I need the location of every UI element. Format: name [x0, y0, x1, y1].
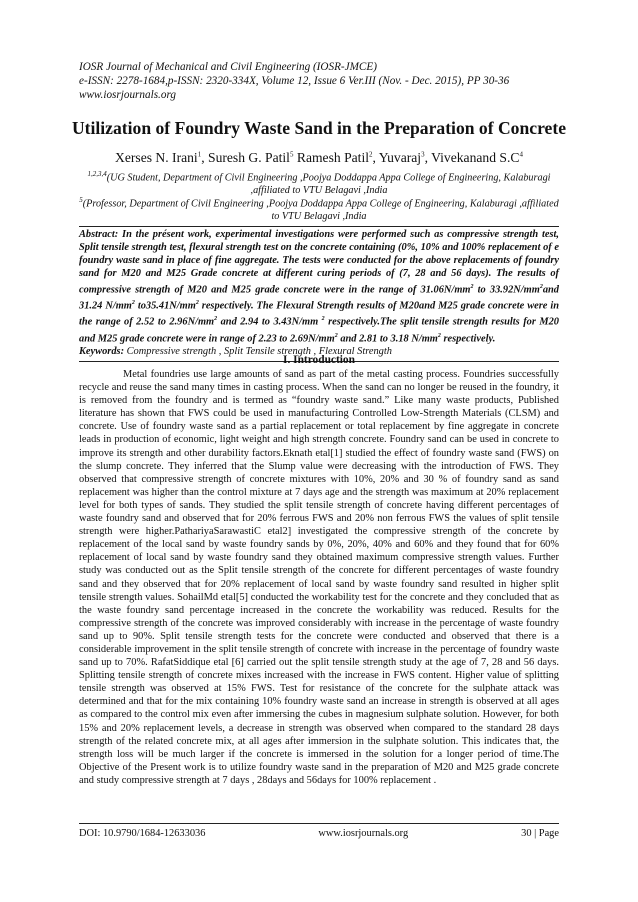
abstract-text: and 31.24 N/mm [79, 284, 559, 312]
superscript: 2 [539, 283, 543, 290]
abstract-text: respectively. [440, 333, 496, 345]
affiliation-professor [79, 194, 559, 224]
superscript: 2 [334, 332, 338, 339]
page-footer [79, 823, 559, 839]
abstract-text: and 2.81 to 3.18 N/mm [337, 333, 438, 345]
footer-doi[interactable]: DOI: 10.9790/1684-12633036 [79, 828, 206, 839]
abstract-text: to 33.92N/mm [473, 284, 540, 296]
author-name: Yuvaraj [378, 150, 422, 165]
section-heading-introduction: I. Introduction [283, 354, 355, 366]
superscript: 2 [437, 332, 441, 339]
author-sup: 2 [369, 150, 373, 159]
author-sup: 3 [421, 150, 425, 159]
abstract-label: Abstract: [79, 229, 119, 240]
journal-name: IOSR Journal of Mechanical and Civil Engineering (IOSR-JMCE) [79, 61, 377, 73]
superscript: 2 [214, 316, 218, 323]
affiliation-sup: 5 [79, 196, 83, 204]
affiliation-text: (Professor, Department of Civil Engineering ,Poojya Doddappa Appa College of Engineering, Kalaburagi ,affiliated to VTU Belagavi ,India [82, 198, 559, 222]
abstract-text: respectively. The Flexural Strength results of M20and M25 grade concrete were in the range of 2.52 to 2.96N/mm [79, 300, 559, 328]
superscript: 2 [470, 283, 474, 290]
abstract-text: respectively.The split tensile strength results for M20 and M25 grade concrete were in range of 2.23 to 2.69N/mm [79, 316, 559, 345]
affiliation-sup: 1,2,3,4 [87, 170, 107, 178]
affiliation-text: (UG Student, Department of Civil Engineering ,Poojya Doddappa Appa College of Engineering, Kalaburagi ,affiliated to VTU Belagavi ,India [106, 172, 551, 196]
footer-website[interactable]: www.iosrjournals.org [318, 828, 409, 839]
abstract-text: In the présent work, experimental investigations were performed such as compressive strength test, Split tensile strength test, flexural strength test on the concrete containing (0%, 10% and 100% replacement of e foundry waste sand in place of fine aggregate. The tests were conducted for the above replacements of foundry sand for M20 and M25 Grade concrete at different curing periods of (7, 28 and 56 days). The results of compressive strength of M20 and M25 grade concrete were in the range of 31.06N/mm [79, 229, 559, 296]
author-name: Vivekanand S.C [431, 150, 520, 165]
author-list: Xerses N. Irani$^1$, Suresh G. Patil$^5$ Ramesh Patil$^2$, Yuvaraj$^3$, Vivekanand $S.C^4$ [115, 150, 523, 165]
author-name: Ramesh Patil [296, 150, 369, 165]
superscript: 2 [195, 300, 199, 306]
author-name: Suresh G. Patil [208, 150, 290, 165]
journal-website[interactable]: www.iosrjournals.org [79, 89, 176, 102]
superscript: 2 [131, 300, 135, 306]
keywords-label: Keywords: [79, 346, 125, 358]
abstract-text: and 2.94 to 3.43N/mm [217, 316, 322, 328]
introduction-paragraph: Metal foundries use large amounts of sand as part of the metal casting process. Foundries successfully recycle and reuse the sand many times in casting process. When the sand can no longer be reused in the foundry, it is removed from the foundry and is termed as “foundry waste sand.” Like many waste products, Published literature has shown that FWS could be used in manufacturing Controlled Low-Strength Materials (CLSM) and concrete. Use of foundry waste sand as a partial replacement or total replacement by fine aggregate in concrete leads in production of economic, light weight and high strength concrete. Foundry sand can be used in concrete to improve its strength and other durability factors.Eknath etal[1] studied the effect of foundry waste sand (FWS) on the slump concrete. They inferred that the Slump value were decreasing with the introduction of FWS. They observed that compressive strength of concrete mixtures with 10%, 20% and 30 % of foundry sand as sand replacement was higher than the control mixture at 7 days age and the strength was maximum at 20% replacement level for both types of sands. They studied the split tensile strength of concrete having different percentages of waste foundry sand and observed that for 20% ferrous FWS and 20% non ferrous FWS the values of split tensile strength were higher.PathariyaSarawastiC etal2] investigated the compressive strength of the concrete by replacement of the local sand by waste foundry sands by 0%, 20%, 40% and 60% and they found that for 60% replacement of local sand by waste foundry sand they obtained maximum compressive strength values. Further study was conducted out as the Split tensile strength of the concrete for different percentages of waste foundry sand and they observed that for 20% replacement of local sand by waste foundry sand resulted in higher split tensile strength values. SohailMd etal[5] conducted the workability test for the concrete and they concluded that as the waste foundry sand percentage increased in the concrete the workability was reduced. Results for the compressive strength of the concrete was improved considerably with increase in the percentage of waste foundry sand up to 90%. Split tensile strength tests for the concrete were conducted and observed that there is a considerable improvement in the split tensile strength of concrete with increase in the percentage of foundry waste sand up to 70%. RafatSiddique etal [6] carried out the split tensile strength study at the age of 7, 28 and 56 days. Splitting tensile strength of concrete mixes increased with the increase in FWS content. Higher value of splitting tensile strength was observed at 15% FWS. Test for resistance of the concrete for the sulphate attack was determined and that for the mix containing 10% foundry waste sand an increase in strength is observed at all ages as compared to the control mix even after immersing the cubes in magnesium sulphate solution. However, for both 15% and 20% replacement levels, a decrease in strength was observed when compared to the standard 28 days strength of the related concrete mix, at all ages after immersion in the sulphate solution. This indicates that, the strength loss will be much larger if the concrete is immersed in the solution for a longer period of time.The Objective of the Present work is to utilize foundry waste sand in the preparation of M20 and M25 grade concrete and study compressive strength at 7 days , 28days and 56days for 100% replacement . [79, 369, 559, 786]
abstract-block [79, 226, 559, 362]
issn-line: e-ISSN: 2278-1684,p-ISSN: 2320-334X, Volume 12, Issue 6 Ver.III (Nov. - Dec. 2015), PP 30-36 [79, 75, 510, 88]
superscript: 2 [321, 316, 325, 323]
abstract-text: to35.41N/mm [134, 300, 196, 312]
author-sup: 4 [519, 150, 523, 159]
author-sup: 5 [289, 150, 294, 159]
introduction-body [79, 368, 559, 787]
footer-page-number: 30 | Page [521, 828, 559, 839]
author-sup: 1 [197, 150, 202, 159]
keywords-text: Compressive strength , Split Tensile strength , Flexural Strength [124, 346, 392, 358]
paper-title: Utilization of Foundry Waste Sand in the Preparation of Concrete [71, 118, 567, 138]
journal-header [79, 60, 559, 103]
author-name: Xerses N. Irani [115, 150, 198, 165]
